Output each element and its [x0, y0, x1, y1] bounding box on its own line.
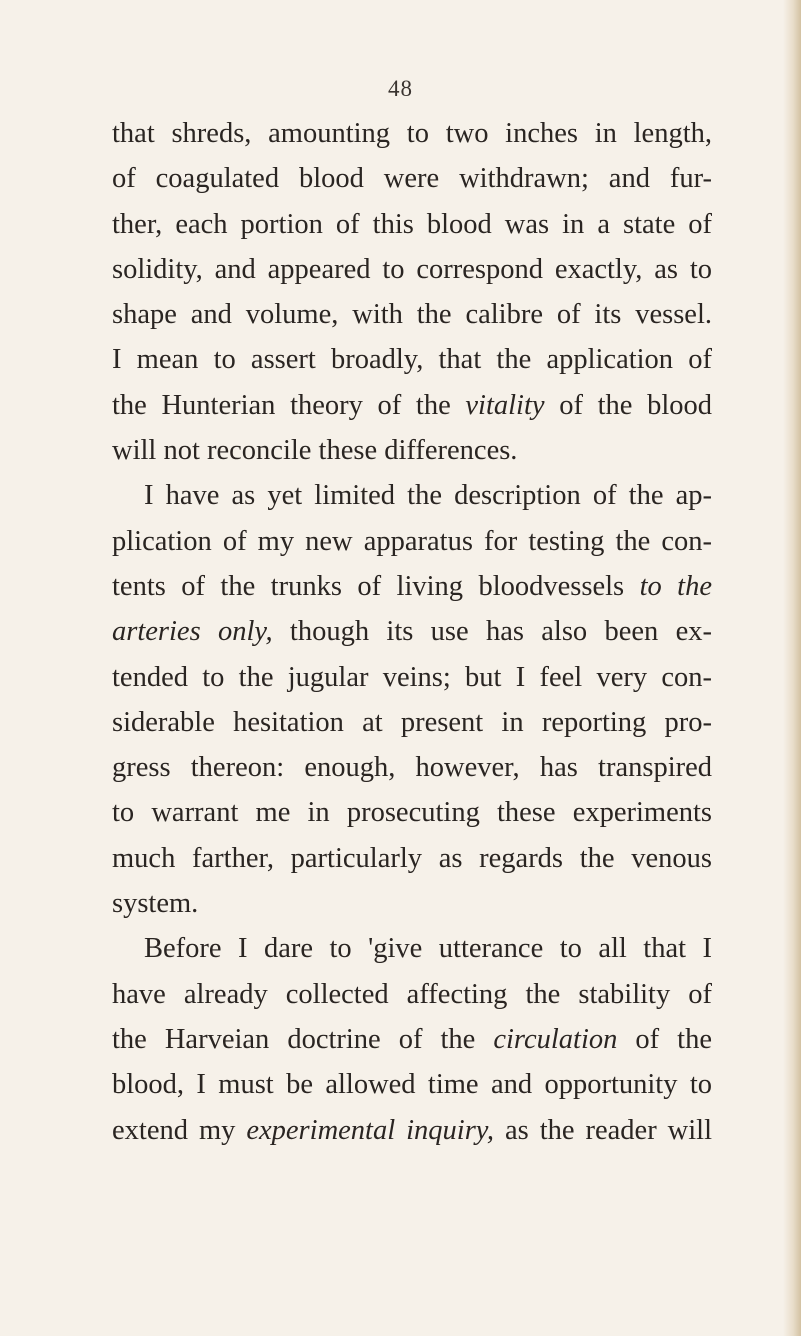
text-line: shape and volume, with the calibre of its vessel.: [112, 299, 712, 331]
text-line: solidity, and appeared to correspond exactly, as to: [112, 253, 712, 285]
text-line-paragraph-end: will not reconcile these differences.: [112, 435, 518, 467]
text-line: tended to the jugular veins; but I feel very con-: [112, 661, 712, 693]
italic-word: to the: [639, 570, 712, 602]
page-edge-shadow: [783, 0, 801, 1336]
page-number: 48: [388, 76, 413, 101]
text-line-paragraph-start: I have as yet limited the description of the ap-: [144, 480, 712, 512]
text-line: gress thereon: enough, however, has transpired: [112, 752, 712, 784]
text-line: that shreds, amounting to two inches in length,: [112, 118, 712, 149]
text-line: have already collected affecting the stability of: [112, 978, 712, 1010]
text-line: ther, each portion of this blood was in a state of: [112, 208, 712, 240]
text-line: I mean to assert broadly, that the application of: [112, 344, 712, 376]
text-line: siderable hesitation at present in reporting pro-: [112, 706, 712, 738]
text-line: blood, I must be allowed time and opportunity to: [112, 1069, 712, 1101]
text-line: to warrant me in prosecuting these experiments: [112, 797, 712, 829]
italic-word: vitality: [465, 389, 545, 421]
text-line: arteries only, though its use has also been ex-: [112, 616, 712, 648]
text-line: the Hunterian theory of the vitality of the blood: [112, 389, 712, 421]
text-line-paragraph-start: Before I dare to 'give utterance to all that I: [144, 933, 712, 965]
italic-word: experimental inquiry,: [246, 1114, 494, 1146]
italic-word: arteries only,: [112, 616, 273, 648]
text-line: plication of my new apparatus for testing the con-: [112, 525, 712, 557]
text-line: much farther, particularly as regards the venous: [112, 842, 712, 874]
text-line: extend my experimental inquiry, as the reader will: [112, 1114, 713, 1146]
text-line: tents of the trunks of living bloodvessels to the: [112, 570, 712, 602]
text-line-paragraph-end: system.: [112, 888, 199, 920]
text-line: the Harveian doctrine of the circulation of the: [112, 1023, 712, 1055]
text-line: of coagulated blood were withdrawn; and fur-: [112, 163, 712, 195]
italic-word: circulation: [493, 1023, 618, 1055]
body-text: [112, 111, 712, 1153]
